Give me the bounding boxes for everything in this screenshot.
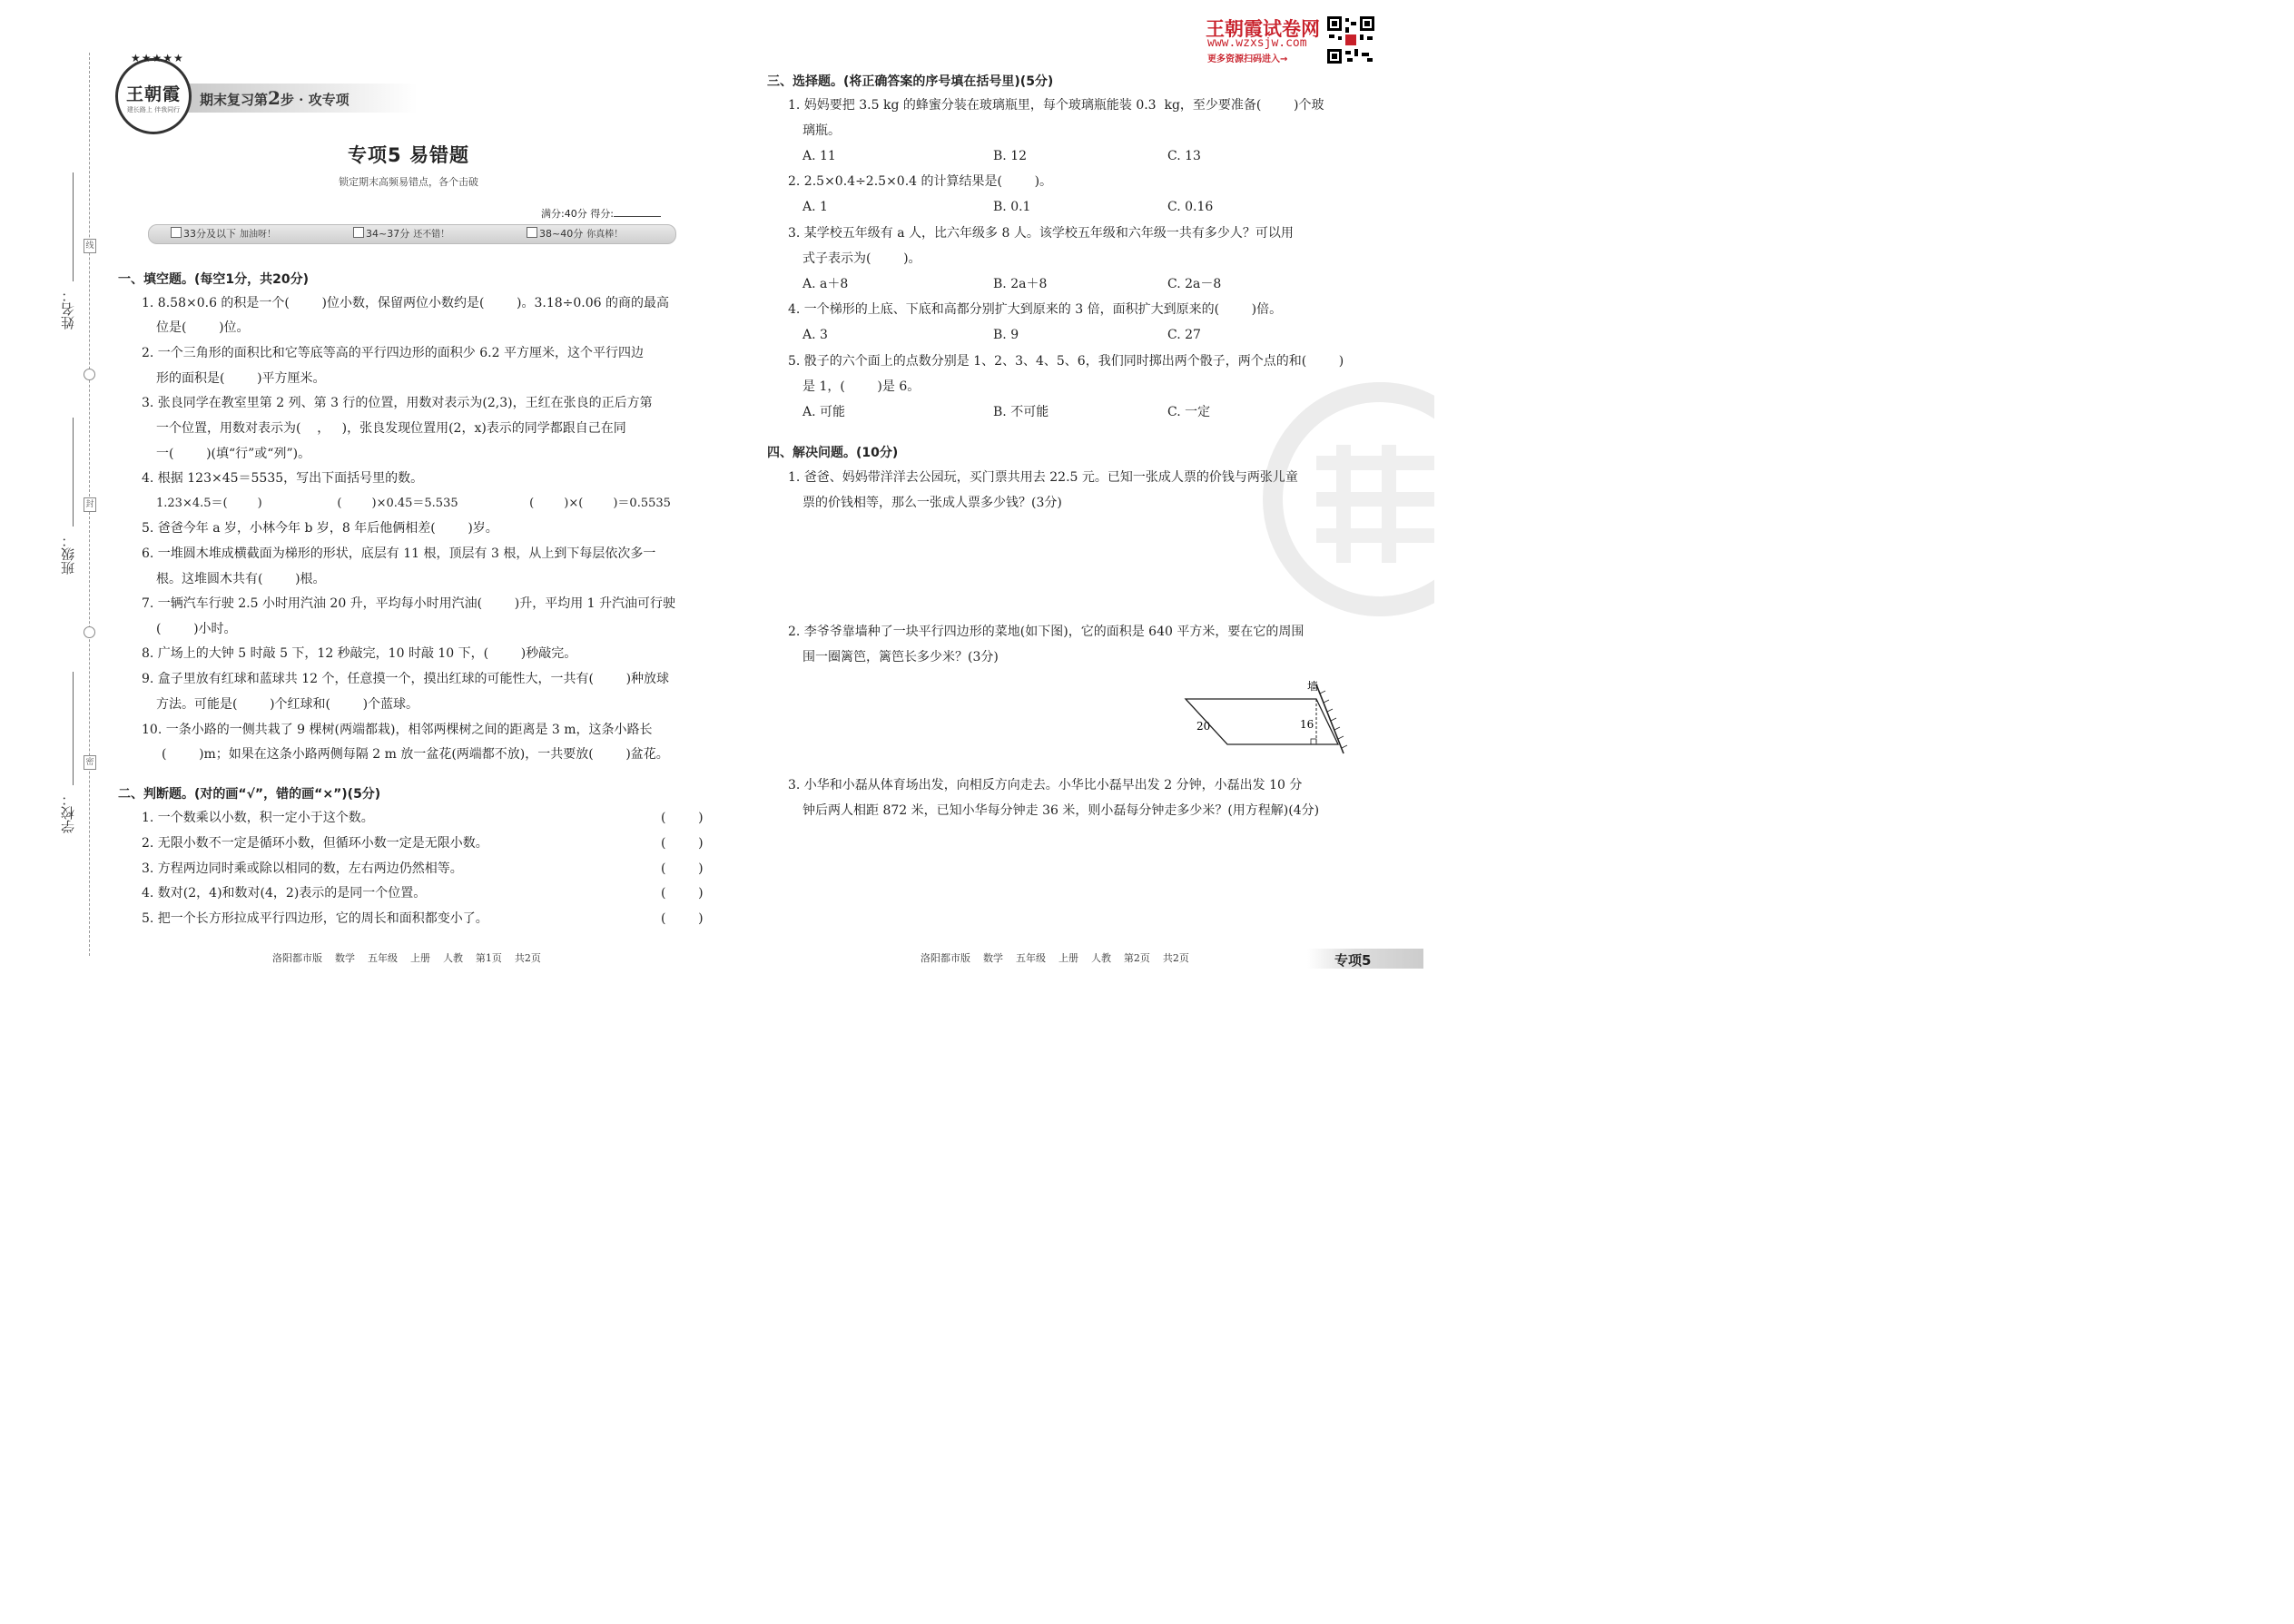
question-line: 方法。可能是( )个红球和( )个蓝球。 (156, 697, 419, 712)
question-line: 形的面积是( )平方厘米。 (156, 371, 326, 386)
option-b[interactable]: B. 0.1 (993, 200, 1031, 214)
section-true-false-heading: 二、判断题。(对的画“√”，错的画“×”)(5分) (118, 787, 381, 802)
option-b[interactable]: B. 12 (993, 149, 1028, 163)
question-line: 5. 爸爸今年 a 岁，小林今年 b 岁，8 年后他俩相差( )岁。 (142, 521, 498, 536)
confidential-seal-icon (1253, 381, 1434, 617)
step-banner: 期末复习第2步 · 攻专项 (178, 84, 418, 113)
question-line: 4. 一个梯形的上底、下底和高都分别扩大到原来的 3 倍，面积扩大到原来的( )倍。 (788, 302, 1283, 317)
binding-hole-icon (84, 626, 95, 638)
question-line: 2. 李爷爷靠墙种了一块平行四边形的菜地(如下图)，它的面积是 640 平方米，要在它的周围 (788, 625, 1305, 639)
question-line: 4. 根据 123×45＝5535，写出下面括号里的数。 (142, 471, 424, 486)
answer-blank[interactable]: ( ) (661, 911, 704, 926)
option-b[interactable]: B. 不可能 (993, 405, 1049, 419)
option-c[interactable]: C. 13 (1167, 149, 1201, 163)
school-label: 学校： (60, 792, 76, 833)
option-a[interactable]: A. 3 (802, 328, 828, 342)
cut-mark-seal: 封 (84, 497, 96, 512)
question-line: 根。这堆圆木共有( )根。 (156, 572, 326, 586)
option-c[interactable]: C. 27 (1167, 328, 1201, 342)
class-field[interactable] (73, 418, 74, 527)
section-choice-heading: 三、选择题。(将正确答案的序号填在括号里)(5分) (767, 74, 1054, 89)
grade-option[interactable]: 38~40分 你真棒！ (527, 227, 623, 242)
question-line: 钟后两人相距 872 米，已知小华每分钟走 36 米，则小磊每分钟走多少米？(用方程解)(4分) (802, 803, 1320, 818)
judge-item: 1. 一个数乘以小数，积一定小于这个数。 (142, 811, 374, 825)
question-line: 3. 某学校五年级有 a 人，比六年级多 8 人。该学校五年级和六年级一共有多少人？可以用 (788, 226, 1294, 241)
grade-option[interactable]: 33分及以下 加油呀！ (171, 227, 276, 242)
brand-name: 王朝霞试卷网 (1206, 18, 1320, 40)
question-line: 1. 爸爸、妈妈带洋洋去公园玩，买门票共用去 22.5 元。已知一张成人票的价钱与两张儿童 (788, 470, 1298, 485)
score-field[interactable] (614, 216, 661, 217)
question-line: ( )小时。 (156, 622, 237, 636)
side-label: 20 (1196, 720, 1211, 733)
answer-blank[interactable]: ( ) (661, 886, 704, 901)
question-line: 位是( )位。 (156, 320, 250, 335)
score-line: 满分:40分 得分: (541, 206, 661, 221)
question-line: 3. 张良同学在教室里第 2 列、第 3 行的位置，用数对表示为(2,3)，王红在张良的正后方第 (142, 396, 653, 410)
question-line: 1. 8.58×0.6 的积是一个( )位小数，保留两位小数约是( )。3.18÷0.06 的商的最高 (142, 296, 669, 310)
question-line: 票的价钱相等，那么一张成人票多少钱？(3分) (802, 496, 1062, 510)
question-line: ( )m；如果在这条小路两侧每隔 2 m 放一盆花(两端都不放)，一共要放( )盆花。 (162, 747, 669, 762)
question-line: 2. 一个三角形的面积比和它等底等高的平行四边形的面积少 6.2 平方厘米，这个平行四边 (142, 346, 644, 360)
question-line: 一( )(填“行”或“列”)。 (156, 447, 311, 461)
binding-hole-icon (84, 369, 95, 380)
question-line: 围一圈篱笆，篱笆长多少米？(3分) (802, 650, 999, 664)
question-line: 10. 一条小路的一侧共栽了 9 棵树(两端都栽)，相邻两棵树之间的距离是 3 m，这条小路长 (142, 723, 653, 737)
brand-tagline: 更多资源扫码进入→ (1207, 54, 1288, 64)
answer-blank[interactable]: ( ) (661, 861, 704, 876)
cut-mark-line: 线 (84, 239, 96, 253)
school-field[interactable] (73, 672, 74, 785)
option-c[interactable]: C. 0.16 (1167, 200, 1214, 214)
footer-tab-label: 专项5 (1334, 952, 1372, 969)
question-line: 璃瓶。 (802, 123, 841, 138)
wall-line (1316, 684, 1344, 753)
cut-mark-close: 密 (84, 755, 96, 770)
footer-left: 洛阳都市版 数学 五年级 上册 人教 第1页 共2页 (272, 952, 541, 964)
checkbox-icon[interactable] (353, 227, 364, 238)
option-b[interactable]: B. 2a＋8 (993, 277, 1048, 291)
checkbox-icon[interactable] (171, 227, 182, 238)
question-line: 是 1，( )是 6。 (802, 379, 921, 394)
class-label: 班级： (60, 534, 76, 575)
question-line: 7. 一辆汽车行驶 2.5 小时用汽油 20 升，平均每小时用汽油( )升，平均用 1 升汽油可行驶 (142, 596, 676, 611)
judge-item: 4. 数对(2，4)和数对(4，2)表示的是同一个位置。 (142, 886, 427, 901)
judge-item: 5. 把一个长方形拉成平行四边形，它的周长和面积都变小了。 (142, 911, 488, 926)
answer-blank[interactable]: ( ) (661, 836, 704, 851)
parallelogram-figure (1180, 674, 1353, 757)
question-line: 式子表示为( )。 (802, 251, 921, 266)
question-line: 8. 广场上的大钟 5 时敲 5 下，12 秒敲完，10 时敲 10 下，( )秒敲完。 (142, 646, 577, 661)
judge-item: 2. 无限小数不一定是循环小数，但循环小数一定是无限小数。 (142, 836, 488, 851)
option-a[interactable]: A. a＋8 (802, 277, 849, 291)
option-c[interactable]: C. 一定 (1167, 405, 1211, 419)
option-b[interactable]: B. 9 (993, 328, 1019, 342)
height-label: 16 (1300, 718, 1314, 731)
question-line: 1. 妈妈要把 3.5 kg 的蜂蜜分装在玻璃瓶里，每个玻璃瓶能装 0.3 kg，至少要准备( )个玻 (788, 98, 1324, 113)
footer-right: 洛阳都市版 数学 五年级 上册 人教 第2页 共2页 (921, 952, 1189, 964)
option-c[interactable]: C. 2a－8 (1167, 277, 1222, 291)
page-title: 专项5 易错题 (348, 144, 469, 166)
checkbox-icon[interactable] (527, 227, 537, 238)
option-a[interactable]: A. 11 (802, 149, 836, 163)
wall-label: 墙 (1307, 680, 1319, 693)
qr-code-icon[interactable] (1327, 16, 1374, 64)
brand-url[interactable]: www.wzxsjw.com (1207, 36, 1307, 50)
grade-bar (148, 224, 676, 244)
logo: ★★★★★ 王朝霞 建长路上 伴我同行 (115, 58, 192, 134)
option-a[interactable]: A. 可能 (802, 405, 846, 419)
question-line: 一个位置，用数对表示为( ， )，张良发现位置用(2，x)表示的同学都跟自己在同 (156, 421, 626, 436)
option-a[interactable]: A. 1 (802, 200, 828, 214)
question-line: 3. 小华和小磊从体育场出发，向相反方向走去。小华比小磊早出发 2 分钟，小磊出发 10 分 (788, 778, 1303, 792)
wall-hatch (1320, 691, 1347, 748)
question-line: 5. 骰子的六个面上的点数分别是 1、2、3、4、5、6，我们同时掷出两个骰子，两个点的和( ) (788, 354, 1344, 369)
answer-blank[interactable]: ( ) (661, 811, 704, 825)
name-label: 姓名： (60, 289, 76, 330)
crown-icon: ★★★★★ (131, 52, 184, 64)
question-line: 2. 2.5×0.4÷2.5×0.4 的计算结果是( )。 (788, 174, 1053, 189)
right-angle-mark (1311, 739, 1316, 744)
question-line: 9. 盒子里放有红球和蓝球共 12 个，任意摸一个，摸出红球的可能性大，一共有( )种放球 (142, 672, 670, 686)
question-line: 6. 一堆圆木堆成横截面为梯形的形状，底层有 11 根，顶层有 3 根，从上到下每层依次多一 (142, 546, 656, 561)
page-subtitle: 锁定期末高频易错点，各个击破 (339, 176, 478, 188)
grade-option[interactable]: 34~37分 还不错！ (353, 227, 449, 242)
section-problem-heading: 四、解决问题。(10分) (767, 446, 899, 460)
question-line: 1.23×4.5＝( ) ( )×0.45＝5.535 ( )×( )＝0.5535 (156, 497, 671, 510)
judge-item: 3. 方程两边同时乘或除以相同的数，左右两边仍然相等。 (142, 861, 463, 876)
section-fill-blank-heading: 一、填空题。(每空1分，共20分) (118, 272, 310, 287)
name-field[interactable] (73, 172, 74, 281)
